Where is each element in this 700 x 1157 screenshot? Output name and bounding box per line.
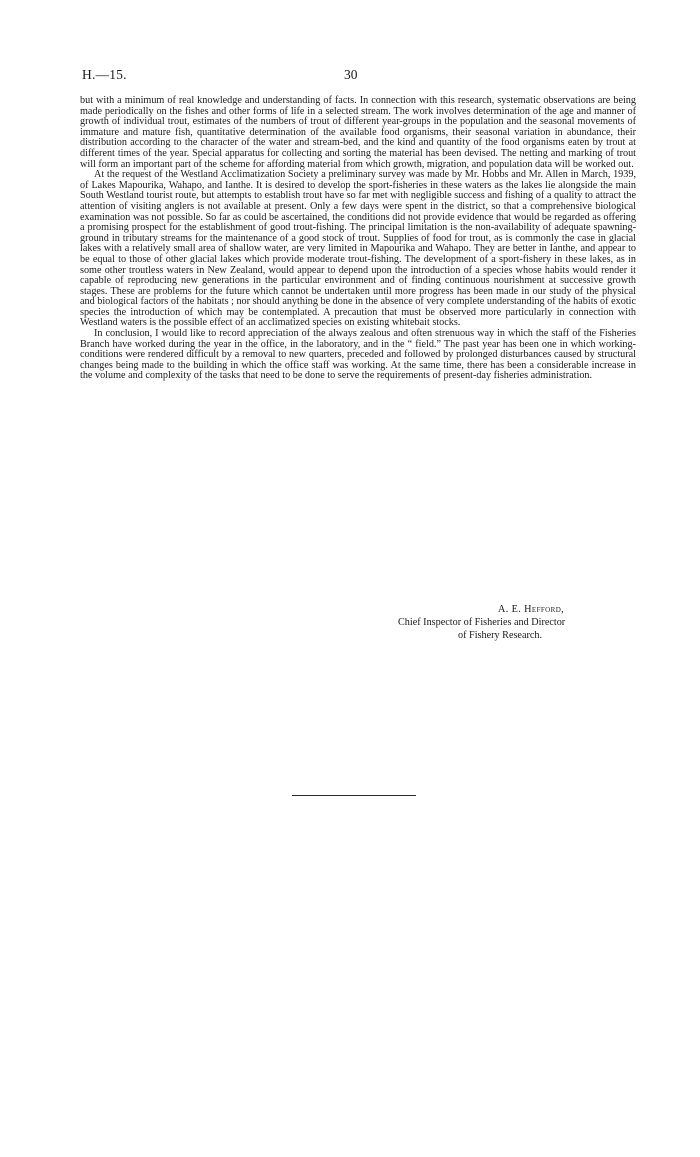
signatory-title-line-2: of Fishery Research. [458, 630, 543, 641]
paragraph-conclusion: In conclusion, I would like to record appreciation of the always zealous and often strenuous way in which the staff of the Fisheries Branch have worked during the year in the office, in the laboratory, and in the “ field.” The past year has been one in which working-conditions were rendered difficult by a removal to new quarters, preceded and followed by prolonged disturbances caused by structural changes being made to the building in which the office staff was working. At the same time, there has been a considerable increase in the volume and complexity of the tasks that need to be done to serve the requirements of present-day fisheries administration. [80, 328, 636, 382]
page-header [82, 67, 642, 87]
paragraph-research-continuation: but with a minimum of real knowledge and understanding of facts. In connection with this research, systematic observations are being made periodically on the fishes and other forms of life in a selected stream. The work involves determination of the age and manner of growth of individual trout, estimates of the numbers of trout of different year-groups in the population and the seasonal movements of immature and mature fish, quantitative determination of the available food organisms, their seasonal variation in abundance, their distribution according to the character of the water and stream-bed, and the kind and quantity of the food organisms eaten by trout at different times of the year. Special apparatus for collecting and sorting the material has been devised. The netting and marking of trout will form an important part of the scheme for affording material from which growth, migration, and population data will be worked out. [80, 95, 636, 170]
paragraph-westland-survey: At the request of the Westland Acclimatization Society a preliminary survey was made by Mr. Hobbs and Mr. Allen in March, 1939, of Lakes Mapourika, Wahapo, and Ianthe. It is desired to develop the sport-fisheries in these waters as the lakes lie alongside the main South Westland tourist route, but attempts to establish trout have so far met with negligible success and fishing of a quality to attract the attention of visiting anglers is not available at present. Only a few days were spent in the district, so that a comprehensive biological examination was not possible. So far as could be ascertained, the conditions did not provide evidence that would be regarded as offering a promising prospect for the establishment of good trout-fishing. The principal limitation is the non-availability of adequate spawning-ground in tributary streams for the maintenance of a good stock of trout. Supplies of food for trout, as is commonly the case in glacial lakes with a relatively small area of shallow water, are very limited in Mapourika and Wahapo. They are better in Ianthe, and appear to be equal to those of other glacial lakes which provide moderate trout-fishing. The development of a sport-fishery in these lakes, as in some other troutless waters in New Zealand, would appear to depend upon the introduction of a species whose habits would render it capable of reproducing new generations in the particular environment and of finding continuous nourishment at successive growth stages. These are problems for the future which cannot be undertaken until more progress has been made in our study of the physical and biological factors of the habitats ; nor should anything be done in the absence of very complete understanding of the habits of exotic species the introduction of which may be contemplated. A precaution that must be observed more particularly in connection with Westland waters is the possible effect of an acclimatized species on existing whitebait stocks. [80, 169, 636, 329]
signatory-name: A. E. Hefford, [498, 604, 565, 615]
signature-block [398, 603, 638, 642]
end-of-section-rule [292, 795, 416, 796]
page-number: 30 [344, 67, 358, 82]
signatory-title-line-1: Chief Inspector of Fisheries and Director [398, 617, 566, 628]
body-text [80, 96, 636, 382]
document-code: H.—15. [82, 67, 127, 82]
